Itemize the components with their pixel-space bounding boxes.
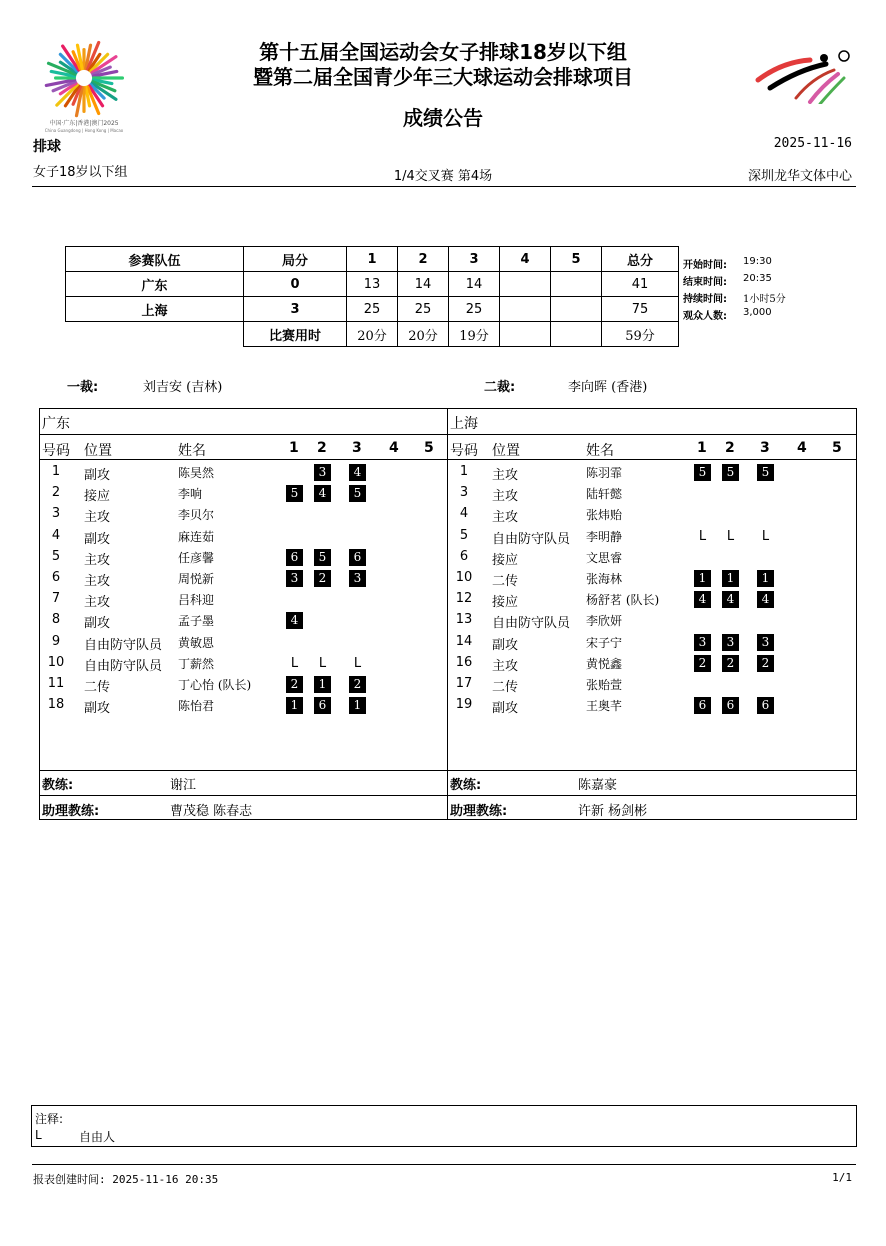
starting-position-cell: 5 [349, 485, 366, 502]
player-number: 6 [51, 570, 61, 585]
duration [683, 290, 786, 305]
player-number: 3 [51, 506, 61, 521]
assistant-coach-label: 助理教练: [42, 804, 100, 819]
roster-panel-team1 [39, 408, 448, 820]
player-name: 陆轩懿 [586, 487, 623, 501]
player-row [448, 462, 856, 483]
player-number: 14 [455, 634, 473, 649]
starting-position-cell: 5 [286, 485, 303, 502]
player-row [448, 483, 856, 504]
player-name: 杨舒茗 (队长) [586, 593, 660, 607]
player-number: 1 [459, 464, 469, 479]
first-referee: 刘吉安 (吉林) [143, 380, 223, 395]
roster-divider [40, 459, 447, 460]
starting-position-cell: L [698, 529, 707, 544]
player-position: 主攻 [84, 510, 111, 525]
player-number: 19 [455, 697, 473, 712]
score-header-row [66, 247, 679, 272]
starting-position-cell: 1 [314, 676, 331, 693]
player-row [448, 653, 856, 674]
starting-position-cell: 6 [286, 549, 303, 566]
player-position: 副攻 [84, 616, 111, 631]
starting-position-cell: 1 [722, 570, 739, 587]
notes-box [31, 1105, 857, 1147]
player-position: 主攻 [84, 574, 111, 589]
starting-position-cell: L [726, 529, 735, 544]
player-position: 接应 [492, 595, 519, 610]
roster-header-set: 5 [832, 440, 842, 456]
player-position: 副攻 [84, 701, 111, 716]
score-duration-row [66, 322, 679, 347]
player-name: 宋子宁 [586, 636, 623, 650]
score-row-team1 [66, 272, 679, 297]
player-name: 黄敏恩 [178, 636, 215, 650]
first-referee-label: 一裁: [67, 380, 99, 395]
player-number: 11 [47, 676, 65, 691]
player-row [40, 504, 447, 525]
player-name: 王奥芊 [586, 699, 623, 713]
starting-position-cell: 2 [757, 655, 774, 672]
player-position: 副攻 [492, 638, 519, 653]
player-number: 7 [51, 591, 61, 606]
player-number: 2 [51, 485, 61, 500]
score-header-set5: 5 [551, 247, 602, 272]
roster-header-set: 3 [760, 440, 770, 456]
starting-position-cell: 6 [349, 549, 366, 566]
player-position: 主攻 [492, 489, 519, 504]
spectators-value: 3,000 [743, 307, 772, 318]
player-row [448, 674, 856, 695]
roster-header-set: 1 [289, 440, 299, 456]
notes-title: 注释: [35, 1112, 64, 1126]
player-number: 12 [455, 591, 473, 606]
player-name: 任彦馨 [178, 551, 215, 565]
player-row [40, 483, 447, 504]
roster-header-pos: 位置 [84, 443, 112, 459]
end-time [683, 273, 772, 288]
roster-header-set: 4 [797, 440, 807, 456]
spectators [683, 307, 772, 322]
title-line-1: 第十五届全国运动会女子排球18岁以下组 [259, 40, 627, 64]
player-position: 自由防守队员 [84, 638, 163, 653]
player-row [40, 674, 447, 695]
match-date: 2025-11-16 [773, 136, 852, 151]
player-name: 黄悦鑫 [586, 657, 623, 671]
starting-position-cell: 5 [314, 549, 331, 566]
duration-label: 持续时间: [683, 294, 727, 305]
end-time-value: 20:35 [743, 273, 772, 284]
player-row [448, 695, 856, 716]
player-row [40, 526, 447, 547]
player-row [448, 568, 856, 589]
group-label: 女子18岁以下组 [33, 165, 128, 180]
starting-position-cell: 4 [314, 485, 331, 502]
roster-divider [448, 795, 856, 796]
starting-position-cell: 2 [349, 676, 366, 693]
score-team-name: 广东 [66, 272, 244, 297]
starting-position-cell: L [290, 656, 299, 671]
second-referee: 李向晖 (香港) [568, 380, 648, 395]
player-row [40, 695, 447, 716]
starting-position-cell: L [318, 656, 327, 671]
page-number: 1/1 [832, 1171, 852, 1184]
score-set-cell [500, 272, 551, 297]
venue-label: 深圳龙华文体中心 [747, 169, 852, 184]
player-name: 陈羽霏 [586, 466, 623, 480]
player-name: 吕科迎 [178, 593, 215, 607]
player-name: 陈怡君 [178, 699, 215, 713]
player-number: 18 [47, 697, 65, 712]
player-position: 自由防守队员 [492, 616, 571, 631]
starting-position-cell: 1 [694, 570, 711, 587]
player-position: 主攻 [492, 659, 519, 674]
score-set-cell: 13 [347, 272, 398, 297]
roster-divider [40, 795, 447, 796]
player-number: 5 [51, 549, 61, 564]
second-referee-label: 二裁: [484, 380, 516, 395]
score-row-team2 [66, 297, 679, 322]
roster-header-name: 姓名 [178, 443, 206, 459]
starting-position-cell: 2 [722, 655, 739, 672]
player-position: 接应 [84, 489, 111, 504]
roster-divider [40, 770, 447, 771]
starting-position-cell: 4 [757, 591, 774, 608]
roster-header-set: 2 [317, 440, 327, 456]
score-table [65, 246, 679, 347]
score-set-cell [551, 272, 602, 297]
score-team-name: 上海 [66, 297, 244, 322]
player-position: 二传 [84, 680, 111, 695]
player-row [40, 653, 447, 674]
assistant-coach-label: 助理教练: [450, 804, 508, 819]
roster-header-set: 3 [352, 440, 362, 456]
player-name: 李欣妍 [586, 614, 623, 628]
player-position: 接应 [492, 553, 519, 568]
roster-header-no: 号码 [42, 443, 70, 459]
notes-key: L [35, 1128, 42, 1142]
player-position: 副攻 [84, 468, 111, 483]
starting-position-cell: 6 [314, 697, 331, 714]
start-time-value: 19:30 [743, 256, 772, 267]
starting-position-cell: 1 [757, 570, 774, 587]
set-duration: 19分 [449, 322, 500, 347]
player-number: 8 [51, 612, 61, 627]
logo-caption-en: China Guangdong | Hong Kong | Macao [44, 128, 124, 133]
roster-header-no: 号码 [450, 443, 478, 459]
score-header-set2: 2 [398, 247, 449, 272]
player-row [448, 504, 856, 525]
title-line-2: 暨第二届全国青少年三大球运动会排球项目 [253, 65, 633, 89]
duration-value: 1小时5分 [743, 294, 786, 305]
player-name: 丁薪然 [178, 657, 215, 671]
player-row [40, 589, 447, 610]
starting-position-cell: L [353, 656, 362, 671]
player-name: 李明静 [586, 530, 623, 544]
coach-label: 教练: [450, 778, 482, 793]
roster-header-set: 4 [389, 440, 399, 456]
starting-position-cell: 5 [694, 464, 711, 481]
score-set-cell: 14 [449, 272, 500, 297]
player-position: 主攻 [492, 510, 519, 525]
footer-divider [32, 1164, 856, 1165]
player-number: 3 [459, 485, 469, 500]
starting-position-cell: 3 [286, 570, 303, 587]
score-sets-won: 0 [244, 272, 347, 297]
player-name: 张海林 [586, 572, 623, 586]
player-name: 张炜贻 [586, 508, 623, 522]
player-position: 二传 [492, 680, 519, 695]
player-number: 16 [455, 655, 473, 670]
player-position: 二传 [492, 574, 519, 589]
player-position: 主攻 [84, 595, 111, 610]
score-total: 41 [602, 272, 679, 297]
player-row [40, 610, 447, 631]
player-name: 李贝尔 [178, 508, 215, 522]
player-position: 主攻 [84, 553, 111, 568]
score-header-sets: 局分 [244, 247, 347, 272]
score-set-cell: 25 [449, 297, 500, 322]
page-title: 成绩公告 [403, 106, 483, 130]
total-duration: 59分 [602, 322, 679, 347]
sport-label: 排球 [33, 139, 61, 155]
player-number: 9 [51, 634, 61, 649]
score-set-cell: 14 [398, 272, 449, 297]
notes-value: 自由人 [79, 1130, 116, 1144]
spectators-label: 观众人数: [683, 311, 727, 322]
player-row [40, 462, 447, 483]
player-number: 10 [47, 655, 65, 670]
player-name: 周悦新 [178, 572, 215, 586]
score-header-set1: 1 [347, 247, 398, 272]
score-header-set4: 4 [500, 247, 551, 272]
score-header-team: 参赛队伍 [66, 247, 244, 272]
roster-header-pos: 位置 [492, 443, 520, 459]
player-position: 主攻 [492, 468, 519, 483]
assistant-coach-names: 曹茂稳 陈春志 [170, 804, 253, 819]
starting-position-cell: 4 [349, 464, 366, 481]
starting-position-cell: 3 [694, 634, 711, 651]
score-set-cell [500, 297, 551, 322]
score-set-cell [551, 297, 602, 322]
starting-position-cell: 4 [694, 591, 711, 608]
player-row [40, 568, 447, 589]
starting-position-cell: 4 [722, 591, 739, 608]
roster-header-name: 姓名 [586, 443, 614, 459]
header-divider [32, 186, 856, 187]
roster-panel-team2 [448, 408, 857, 820]
player-name: 丁心怡 (队长) [178, 678, 252, 692]
report-created-time: 报表创建时间: 2025-11-16 20:35 [33, 1173, 219, 1186]
starting-position-cell: 2 [694, 655, 711, 672]
player-row [40, 547, 447, 568]
player-name: 陈昊然 [178, 466, 215, 480]
duration-label: 比赛用时 [244, 322, 347, 347]
player-row [448, 526, 856, 547]
roster-divider [448, 770, 856, 771]
player-position: 副攻 [84, 532, 111, 547]
coach-label: 教练: [42, 778, 74, 793]
player-number: 17 [455, 676, 473, 691]
starting-position-cell: L [761, 529, 770, 544]
score-blank [66, 322, 244, 347]
player-row [448, 632, 856, 653]
logo-caption: 中国·广东|香港|澳门2025 [49, 120, 119, 127]
score-set-cell: 25 [398, 297, 449, 322]
player-number: 13 [455, 612, 473, 627]
player-name: 李响 [178, 487, 203, 501]
player-number: 1 [51, 464, 61, 479]
player-name: 孟子墨 [178, 614, 215, 628]
starting-position-cell: 6 [757, 697, 774, 714]
player-number: 5 [459, 528, 469, 543]
set-duration [500, 322, 551, 347]
starting-position-cell: 3 [349, 570, 366, 587]
score-set-cell: 25 [347, 297, 398, 322]
roster-divider [448, 434, 856, 435]
starting-position-cell: 3 [722, 634, 739, 651]
player-position: 自由防守队员 [492, 532, 571, 547]
assistant-coach-names: 许新 杨剑彬 [578, 804, 648, 819]
roster-team-name: 广东 [42, 416, 70, 432]
player-name: 张贻萱 [586, 678, 623, 692]
coach-name: 陈嘉豪 [578, 778, 618, 793]
score-header-total: 总分 [602, 247, 679, 272]
player-row [448, 589, 856, 610]
score-total: 75 [602, 297, 679, 322]
player-row [448, 547, 856, 568]
player-position: 副攻 [492, 701, 519, 716]
roster-header-set: 1 [697, 440, 707, 456]
player-name: 麻连茹 [178, 530, 215, 544]
start-time [683, 256, 772, 271]
starting-position-cell: 6 [722, 697, 739, 714]
roster-divider [40, 434, 447, 435]
set-duration [551, 322, 602, 347]
starting-position-cell: 1 [286, 697, 303, 714]
end-time-label: 结束时间: [683, 277, 727, 288]
roster-header-set: 5 [424, 440, 434, 456]
player-name: 文思睿 [586, 551, 623, 565]
starting-position-cell: 2 [286, 676, 303, 693]
roster-header-set: 2 [725, 440, 735, 456]
starting-position-cell: 5 [757, 464, 774, 481]
player-number: 10 [455, 570, 473, 585]
starting-position-cell: 5 [722, 464, 739, 481]
roster-team-name: 上海 [450, 416, 478, 432]
score-sets-won: 3 [244, 297, 347, 322]
player-number: 6 [459, 549, 469, 564]
roster-divider [448, 459, 856, 460]
starting-position-cell: 2 [314, 570, 331, 587]
starting-position-cell: 4 [286, 612, 303, 629]
player-row [448, 610, 856, 631]
starting-position-cell: 1 [349, 697, 366, 714]
player-row [40, 632, 447, 653]
round-label: 1/4交叉赛 第4场 [393, 169, 493, 184]
starting-position-cell: 3 [314, 464, 331, 481]
start-time-label: 开始时间: [683, 260, 727, 271]
set-duration: 20分 [398, 322, 449, 347]
coach-name: 谢江 [170, 778, 197, 793]
score-header-set3: 3 [449, 247, 500, 272]
player-number: 4 [51, 528, 61, 543]
set-duration: 20分 [347, 322, 398, 347]
starting-position-cell: 3 [757, 634, 774, 651]
player-position: 自由防守队员 [84, 659, 163, 674]
player-number: 4 [459, 506, 469, 521]
starting-position-cell: 6 [694, 697, 711, 714]
